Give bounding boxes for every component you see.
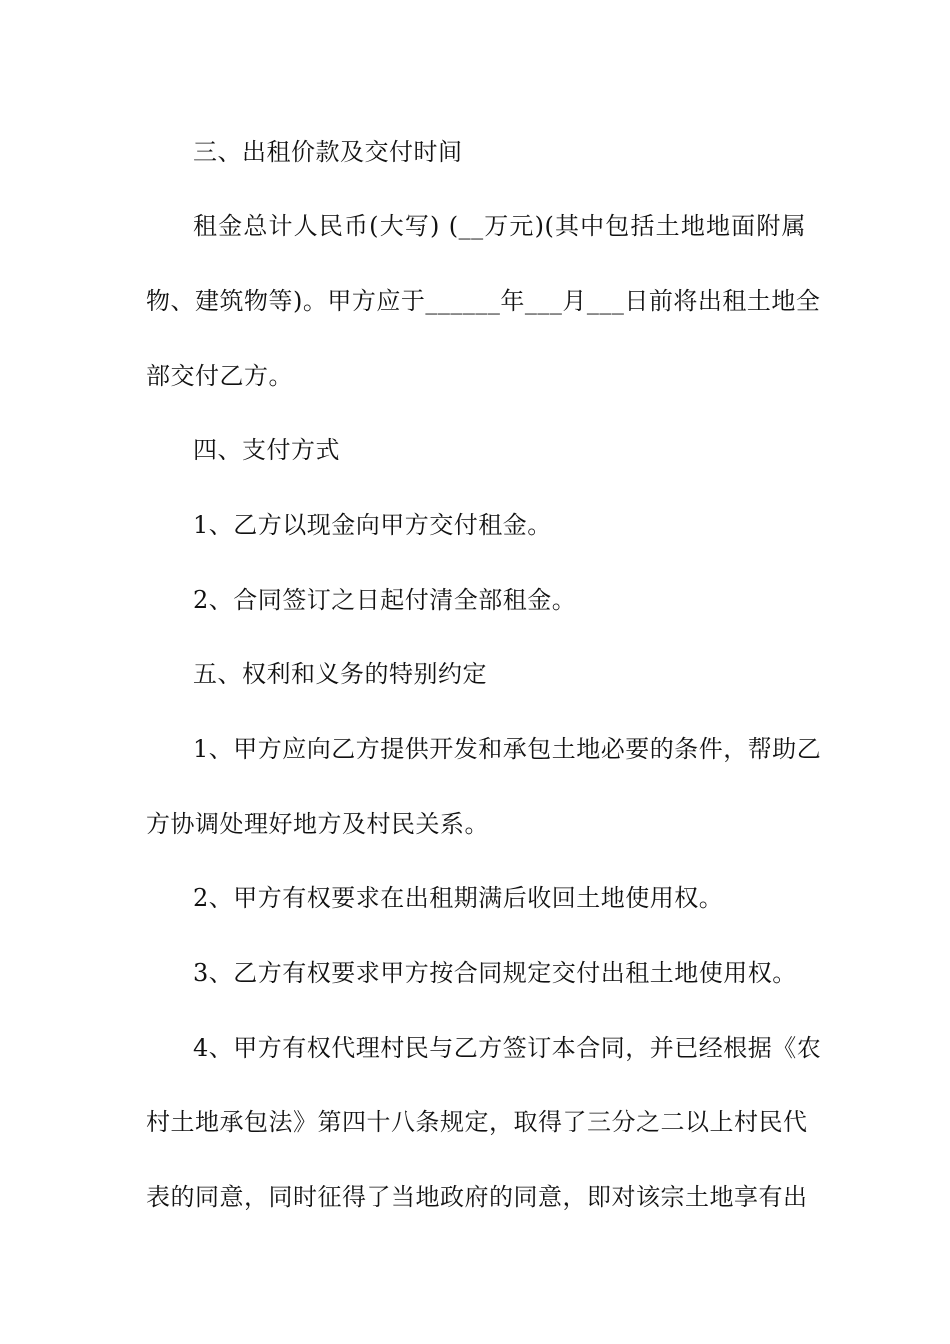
section-heading-payment-method: 四、支付方式 (193, 436, 340, 464)
paragraph-line: 租金总计人民币(大写) (__万元)(其中包括土地地面附属 (193, 212, 806, 240)
paragraph-line: 物、建筑物等)。甲方应于______年___月___日前将出租土地全 (146, 287, 821, 315)
paragraph-line: 4、甲方有权代理村民与乙方签订本合同，并已经根据《农 (193, 1034, 822, 1062)
paragraph-line: 村土地承包法》第四十八条规定，取得了三分之二以上村民代 (146, 1108, 808, 1136)
paragraph-line: 表的同意，同时征得了当地政府的同意，即对该宗土地享有出 (146, 1183, 808, 1211)
paragraph-line: 部交付乙方。 (146, 362, 293, 390)
paragraph-line: 2、合同签订之日起付清全部租金。 (193, 586, 577, 614)
paragraph-line: 3、乙方有权要求甲方按合同规定交付出租土地使用权。 (193, 959, 797, 987)
paragraph-line: 2、甲方有权要求在出租期满后收回土地使用权。 (193, 884, 724, 912)
paragraph-line: 1、乙方以现金向甲方交付租金。 (193, 511, 552, 539)
section-heading-rent-price: 三、出租价款及交付时间 (193, 138, 463, 166)
paragraph-line: 方协调处理好地方及村民关系。 (146, 810, 489, 838)
section-heading-rights-obligations: 五、权利和义务的特别约定 (193, 660, 487, 688)
paragraph-line: 1、甲方应向乙方提供开发和承包土地必要的条件，帮助乙 (193, 735, 822, 763)
